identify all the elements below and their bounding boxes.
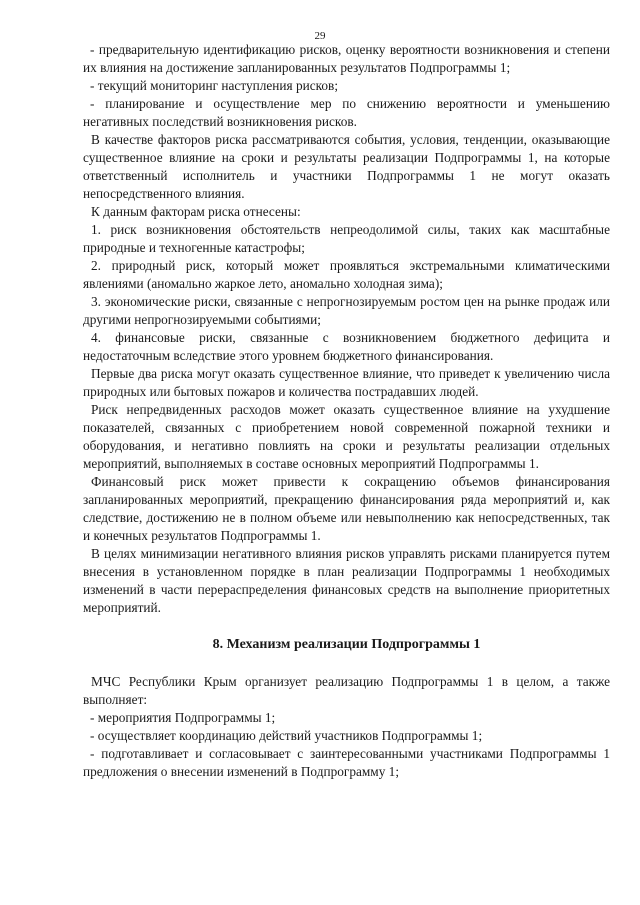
section-heading: 8. Механизм реализации Подпрограммы 1	[212, 637, 481, 652]
list-item: 4. финансовые риски, связанные с возникновением бюджетного дефицита и недостаточным вследствие этого уровнем бюджетного финансирования.	[83, 330, 610, 363]
page-number: 29	[314, 30, 326, 42]
paragraph: - предварительную идентификацию рисков, оценку вероятности возникновения и степени их влияния на достижение запланированных результатов Подпрограммы 1;	[83, 42, 610, 75]
paragraph: Риск непредвиденных расходов может оказать существенное влияние на ухудшение показателей, связанных с приобретением новой современной пожарной техники и оборудования, и негативно повлиять на сроки и результаты реализации отдельных мероприятий, выполняемых в составе основных мероприятий Подпрограммы 1.	[83, 402, 610, 471]
list-item: - подготавливает и согласовывает с заинтересованными участниками Подпрограммы 1 предложения о внесении изменений в Подпрограмму 1;	[83, 746, 610, 779]
paragraph: Финансовый риск может привести к сокращению объемов финансирования запланированных мероприятий, прекращению финансирования ряда мероприятий и, как следствие, достижению не в полном объеме или невыполнению как непосредственных, так и конечных результатов Подпрограммы 1.	[83, 474, 610, 543]
list-item: - мероприятия Подпрограммы 1;	[90, 710, 276, 725]
paragraph: Первые два риска могут оказать существенное влияние, что приведет к увеличению числа природных или бытовых пожаров и количества пострадавших людей.	[83, 366, 610, 399]
list-item: 3. экономические риски, связанные с непрогнозируемым ростом цен на рынке продаж или другими непрогнозируемыми событиями;	[83, 294, 610, 327]
paragraph: В качестве факторов риска рассматриваются события, условия, тенденции, оказывающие существенное влияние на сроки и результаты реализации Подпрограммы 1, на которые ответственный исполнитель и участники Подпрограммы 1 не могут оказать непосредственного влияния.	[83, 132, 610, 201]
paragraph: - текущий мониторинг наступления рисков;	[90, 78, 339, 93]
paragraph: К данным факторам риска отнесены:	[91, 204, 301, 219]
document-body	[83, 41, 610, 781]
list-item: 2. природный риск, который может проявляться экстремальными климатическими явлениями (аномально жаркое лето, аномально холодная зима);	[83, 258, 610, 291]
paragraph: В целях минимизации негативного влияния рисков управлять рисками планируется путем внесения в установленном порядке в план реализации Подпрограммы 1 необходимых изменений в части перераспределения финансовых средств на выполнение приоритетных мероприятий.	[83, 546, 610, 615]
list-item: 1. риск возникновения обстоятельств непреодолимой силы, таких как масштабные природные и техногенные катастрофы;	[83, 222, 610, 255]
list-item: - осуществляет координацию действий участников Подпрограммы 1;	[90, 728, 483, 743]
paragraph: - планирование и осуществление мер по снижению вероятности и уменьшению негативных последствий возникновения рисков.	[83, 96, 610, 129]
paragraph: МЧС Республики Крым организует реализацию Подпрограммы 1 в целом, а также выполняет:	[83, 674, 610, 707]
